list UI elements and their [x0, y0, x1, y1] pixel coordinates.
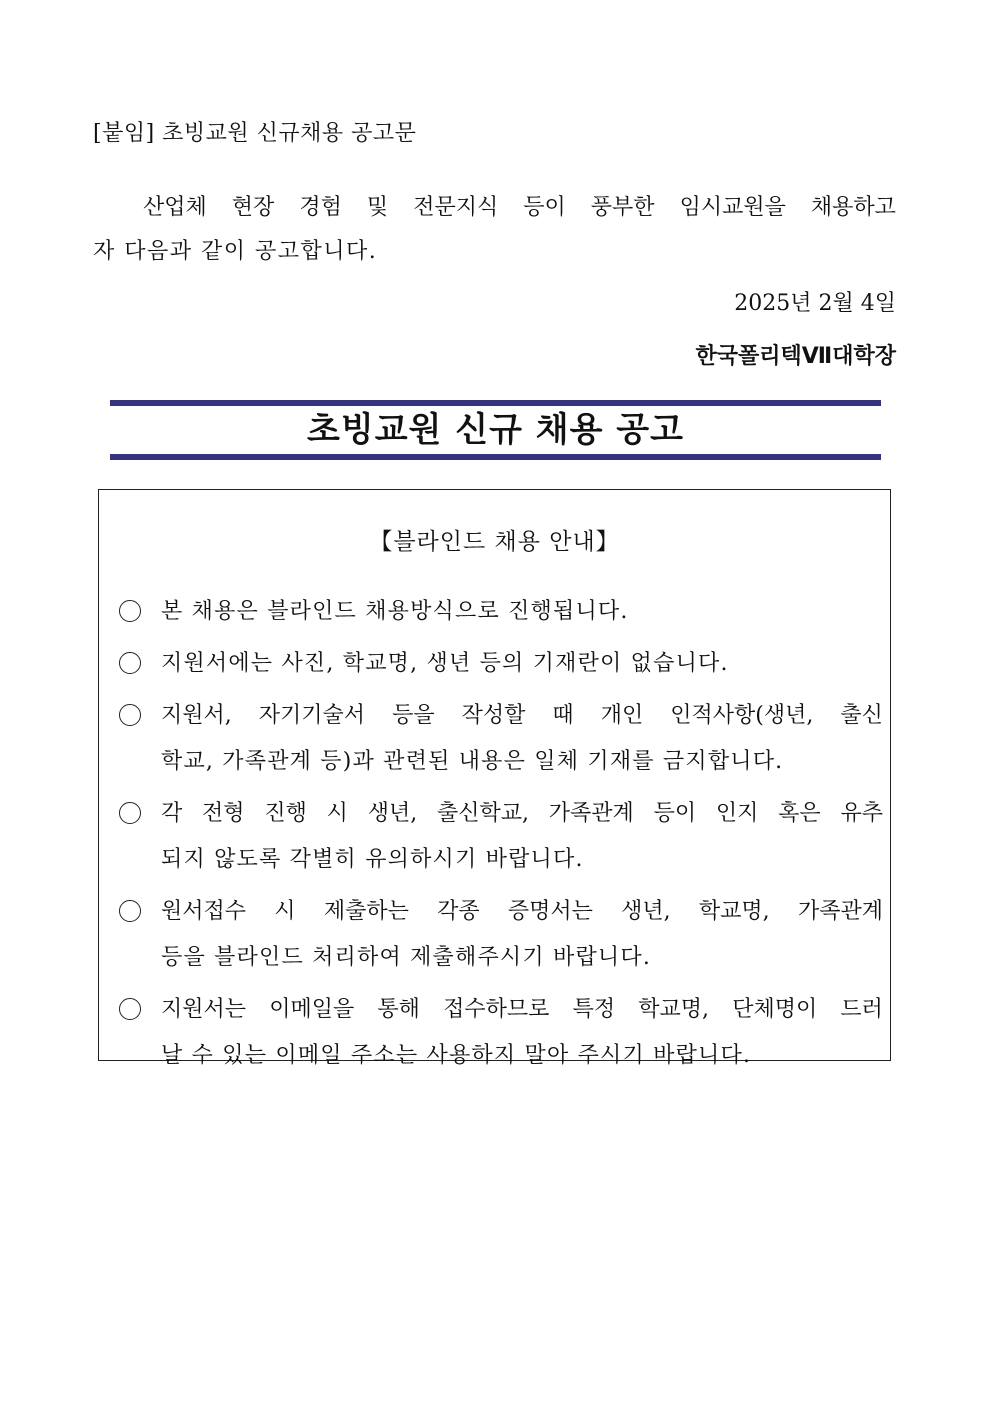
word: 풍부한	[590, 195, 655, 220]
word: 채용하고	[810, 195, 896, 220]
organization-name: 한국폴리텍Ⅶ대학장	[695, 344, 896, 369]
word: 각	[161, 801, 183, 826]
word: 산업체	[143, 195, 207, 220]
word: 유추	[840, 801, 883, 826]
word: 증명서는	[507, 899, 593, 924]
title-banner	[110, 400, 881, 460]
word: 드러	[840, 997, 883, 1022]
word: 생년,	[367, 801, 418, 826]
blind-notice-item	[119, 889, 883, 981]
word: 작성할	[461, 703, 526, 728]
word: 지원서는	[161, 997, 247, 1022]
word: 가족관계	[548, 801, 634, 826]
word: 자기기술서	[258, 703, 366, 728]
item-line	[161, 791, 883, 837]
blind-notice-item	[119, 791, 883, 883]
word: 인적사항(생년,	[670, 703, 814, 728]
item-line: 지원서에는 사진, 학교명, 생년 등의 기재란이 없습니다.	[161, 651, 729, 676]
blind-notice-item	[119, 987, 883, 1079]
word: 혹은	[778, 801, 821, 826]
item-line	[161, 693, 883, 739]
word: 이메일을	[269, 997, 355, 1022]
item-line: 본 채용은 블라인드 채용방식으로 진행됩니다.	[161, 599, 629, 624]
circle-bullet-icon	[119, 704, 141, 726]
word: 학교명,	[698, 899, 770, 924]
item-line: 학교, 가족관계 등)과 관련된 내용은 일체 기재를 금지합니다.	[161, 749, 784, 774]
word: 시	[274, 899, 296, 924]
circle-bullet-icon	[119, 900, 141, 922]
word: 경험	[299, 195, 342, 220]
circle-bullet-icon	[119, 802, 141, 824]
word: 개인	[600, 703, 644, 728]
item-line	[161, 889, 883, 935]
blind-notice-item	[119, 589, 883, 635]
word: 생년,	[621, 899, 671, 924]
blind-notice-item	[119, 641, 883, 687]
circle-bullet-icon	[119, 998, 141, 1020]
word: 출신학교,	[436, 801, 529, 826]
attachment-title: [붙임] 초빙교원 신규채용 공고문	[93, 121, 417, 146]
item-line: 날 수 있는 이메일 주소는 사용하지 말아 주시기 바랍니다.	[161, 1043, 752, 1068]
word: 등을	[392, 703, 435, 728]
word: 등이	[523, 195, 566, 220]
blind-notice-heading: 【블라인드 채용 안내】	[369, 529, 620, 555]
circle-bullet-icon	[119, 600, 141, 622]
word: 원서접수	[161, 899, 247, 924]
word: 접수하므로	[443, 997, 550, 1022]
word: 때	[552, 703, 574, 728]
word: 단체명이	[732, 997, 818, 1022]
blind-recruitment-box	[98, 489, 891, 1068]
word: 진행	[264, 801, 307, 826]
blind-notice-item	[119, 693, 883, 785]
word: 시	[326, 801, 348, 826]
word: 통해	[377, 997, 420, 1022]
word: 가족관계	[797, 899, 883, 924]
banner-bottom-bar	[110, 454, 881, 460]
word: 인지	[715, 801, 759, 826]
word: 각종	[437, 899, 480, 924]
word: 특정	[572, 997, 616, 1022]
word: 및	[366, 195, 389, 220]
circle-bullet-icon	[119, 652, 141, 674]
announcement-date: 2025년 2월 4일	[734, 291, 896, 316]
word: 현장	[231, 195, 275, 220]
intro-line-1	[93, 186, 896, 230]
item-line	[161, 987, 883, 1033]
blind-notice-list	[119, 589, 883, 1079]
word: 전문지식	[413, 195, 499, 220]
word: 전형	[202, 801, 245, 826]
item-line: 등을 블라인드 처리하여 제출해주시기 바랍니다.	[161, 945, 652, 970]
word: 제출하는	[323, 899, 409, 924]
intro-paragraph	[93, 186, 896, 274]
word: 학교명,	[638, 997, 710, 1022]
word: 임시교원을	[679, 195, 786, 220]
word: 출신	[840, 703, 883, 728]
word: 등이	[653, 801, 697, 826]
word: 지원서,	[161, 703, 232, 728]
intro-line-2: 자 다음과 같이 공고합니다.	[93, 239, 378, 264]
item-line: 되지 않도록 각별히 유의하시기 바랍니다.	[161, 847, 584, 872]
banner-title: 초빙교원 신규 채용 공고	[307, 410, 684, 450]
